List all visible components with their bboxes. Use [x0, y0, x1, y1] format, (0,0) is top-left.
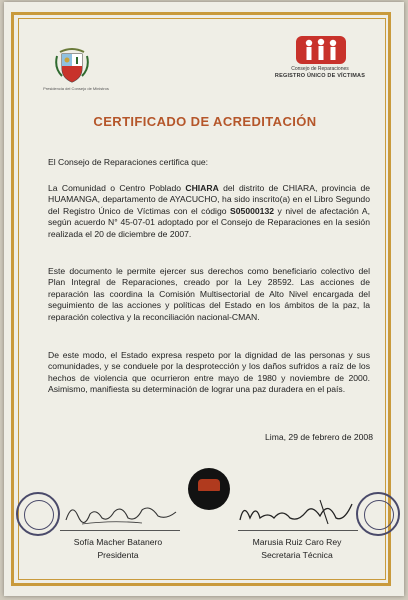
community-name: CHIARA — [185, 183, 219, 193]
crest-caption: Presidencia del Consejo de Ministros — [43, 86, 109, 91]
secretary-signature-line — [238, 530, 358, 531]
secretary-role: Secretaria Técnica — [261, 550, 333, 560]
org-name: Consejo de Reparaciones — [291, 66, 349, 72]
presidency-seal-icon — [16, 492, 60, 536]
registry-name: REGISTRO ÚNICO DE VÍCTIMAS — [274, 73, 366, 79]
secretariat-seal-icon — [356, 492, 400, 536]
community-paragraph — [48, 183, 370, 240]
p1-text-b: del distrito de CHIARA, provincia de HUAMANGA, departamento de AYACUCHO, ha sido inscrito(a) en el Libro Segundo del Registro Único de Víctimas con el código — [48, 183, 370, 216]
secretary-signature — [236, 496, 356, 528]
president-role: Presidenta — [97, 550, 139, 560]
rights-paragraph: Este documento le permite ejercer sus derechos como beneficiario colectivo del Plan Integral de Reparaciones, creado por la Ley 28592. Las acciones de reparación las coordina la Comisión Multisectorial de Alto Nivel encargada del seguimiento de las acciones y políticas del Estado en los ámbitos de la paz, la reparación colectiva y la reconciliación nacional-CMAN. — [48, 266, 370, 322]
registro-victimas-logo-icon — [296, 32, 346, 66]
cman-emblem-icon — [188, 468, 230, 510]
secretary-name: Marusia Ruiz Caro Rey — [252, 537, 342, 547]
p1-text-a: La Comunidad o Centro Poblado — [48, 183, 186, 193]
state-paragraph: De este modo, el Estado expresa respeto por la dignidad de las personas y sus comunidades, y se conduele por la desprotección y los daños sufridos a raíz de los hechos de violencia que ocurrieron entre mayo de 1980 y noviembre de 2000. Asimismo, manifiesta su determinación de lograr una paz duradera en el país. — [48, 350, 370, 395]
issue-date: Lima, 29 de febrero de 2008 — [265, 432, 373, 442]
registry-code: S05000132 — [230, 205, 274, 216]
intro-paragraph: El Consejo de Reparaciones certifica que: — [48, 157, 209, 167]
president-signature — [62, 498, 180, 528]
certificate-title: CERTIFICADO DE ACREDITACIÓN — [93, 114, 317, 129]
p1-text-c: y nivel de afectación A, según acuerdo N° 45-07-01 adoptado por el Consejo de Reparaciones en la sesión realizada el 20 de diciembre de 2007. — [48, 205, 370, 239]
president-signature-line — [60, 530, 180, 531]
peru-coat-of-arms-icon — [54, 46, 90, 84]
president-name: Sofía Macher Batanero — [73, 537, 163, 547]
